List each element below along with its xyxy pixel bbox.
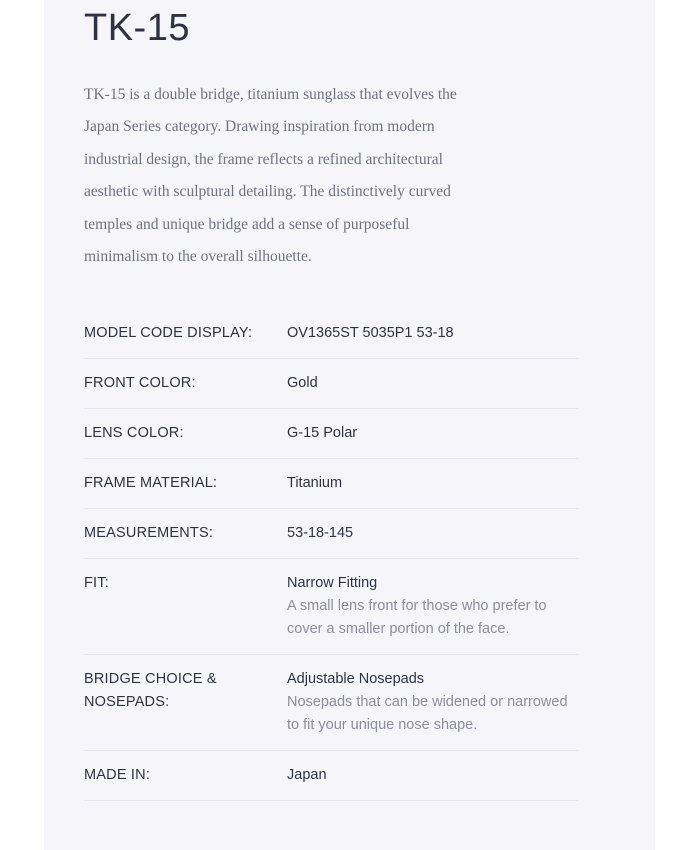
spec-label-front-color: FRONT COLOR: — [84, 374, 196, 391]
table-row — [84, 459, 578, 509]
table-row — [84, 655, 578, 751]
page-title: TK-15 — [84, 7, 190, 49]
specification-table — [84, 322, 578, 801]
spec-value-lens-color — [287, 422, 578, 445]
spec-label-model-code-display: MODEL CODE DISPLAY: — [84, 324, 253, 341]
spec-value-note: A small lens front for those who prefer to cover a smaller portion of the face. — [287, 597, 547, 637]
spec-value-text: Adjustable Nosepads — [287, 670, 425, 687]
table-row — [84, 509, 578, 559]
product-description: TK-15 is a double bridge, titanium sunglass that evolves the Japan Series category. Drawing inspiration from modern industrial design, the frame reflects a refined architectural aesthetic with sculptural detailing. The distinctively curved temples and unique bridge add a sense of purposeful minimalism to the overall silhouette. — [84, 85, 457, 266]
spec-value-bridge-choice-nosepads — [287, 668, 578, 737]
spec-label-frame-material: FRAME MATERIAL: — [84, 474, 218, 491]
table-row — [84, 359, 578, 409]
spec-value-text: 53-18-145 — [287, 524, 354, 541]
spec-value-text: G-15 Polar — [287, 424, 358, 441]
spec-value-front-color — [287, 372, 578, 395]
product-info-panel — [44, 0, 655, 850]
spec-value-model-code-display — [287, 322, 578, 345]
table-row — [84, 322, 578, 359]
spec-label-fit: FIT: — [84, 574, 109, 591]
spec-value-note: Nosepads that can be widened or narrowed to fit your unique nose shape. — [287, 693, 568, 733]
spec-value-text: Japan — [287, 766, 327, 783]
product-content — [84, 0, 619, 801]
spec-value-fit — [287, 572, 578, 641]
spec-label-measurements: MEASUREMENTS: — [84, 524, 214, 541]
spec-value-measurements — [287, 522, 578, 545]
spec-label-made-in: MADE IN: — [84, 766, 151, 783]
spec-value-made-in — [287, 764, 578, 787]
spec-value-text: OV1365ST 5035P1 53-18 — [287, 324, 454, 341]
spec-value-text: Gold — [287, 374, 318, 391]
spec-value-frame-material — [287, 472, 578, 495]
table-row — [84, 751, 578, 801]
table-row — [84, 409, 578, 459]
table-row — [84, 559, 578, 655]
spec-label-lens-color: LENS COLOR: — [84, 424, 184, 441]
spec-label-bridge-choice-nosepads: BRIDGE CHOICE & NOSEPADS: — [84, 670, 217, 710]
spec-value-text: Titanium — [287, 474, 343, 491]
spec-value-text: Narrow Fitting — [287, 574, 378, 591]
